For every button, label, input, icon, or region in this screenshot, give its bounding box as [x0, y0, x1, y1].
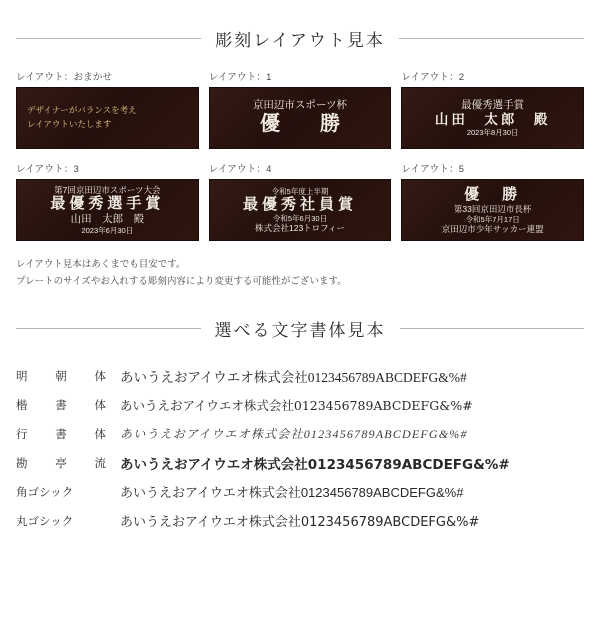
- layout-sample-grid: [16, 69, 584, 241]
- plate-text-line: 株式会社123トロフィー: [254, 223, 345, 234]
- font-name-char: 行: [16, 428, 28, 441]
- plate-text-line: 最優秀社員賞: [242, 195, 357, 213]
- layout-sample-cell: [16, 69, 199, 149]
- font-name-char: 書: [55, 428, 67, 441]
- font-section-header: [16, 316, 584, 341]
- font-name-char: 体: [94, 428, 106, 441]
- engraving-plate-preview: [401, 87, 584, 149]
- font-sample-row: [16, 390, 584, 419]
- layout-sample-cell: [209, 161, 392, 241]
- plate-text-line: 山田 太郎 殿: [434, 111, 551, 127]
- font-sample-text: あいうえおアイウエオ株式会社0123456789ABCDEFG&%#: [120, 369, 467, 385]
- font-name-char: 朝: [55, 370, 67, 383]
- note-line: プレートのサイズやお入れする彫刻内容により変更する可能性がございます。: [16, 275, 347, 287]
- plate-text-line: 令和5年6月30日: [272, 213, 328, 223]
- font-sample-row: [16, 477, 584, 506]
- plate-text-line: 京田辺市スポーツ杯: [252, 99, 348, 112]
- layout-sample-cell: [16, 161, 199, 241]
- plate-text-line: 令和5年7月17日: [465, 214, 520, 224]
- header-rule-right: [400, 328, 585, 329]
- engraving-plate-preview: [209, 87, 392, 149]
- layout-sample-label: レイアウト：おまかせ: [16, 72, 113, 83]
- font-name-char: 体: [94, 399, 106, 412]
- plate-text-line: 第33回京田辺市長杯: [453, 204, 532, 215]
- plate-text-line: 優 勝: [259, 113, 350, 136]
- plate-text-line: 山田 太郎 殿: [70, 213, 145, 226]
- layout-sample-cell: [209, 69, 392, 149]
- font-name-char: 流: [94, 457, 106, 470]
- font-name-label: [16, 455, 120, 471]
- font-sample-text: あいうえおアイウエオ株式会社0123456789ABCDEFG&%#: [120, 427, 468, 442]
- plate-text-line: 2023年8月30日: [466, 128, 519, 138]
- plate-text-line: デザイナーがバランスを考え: [27, 105, 137, 116]
- font-name-label: [16, 513, 120, 529]
- plate-text-line: 京田辺市少年サッカー連盟: [441, 223, 544, 234]
- note-line: レイアウト見本はあくまでも目安です。: [16, 259, 186, 270]
- font-name-char: 明: [16, 370, 28, 383]
- font-sample-row: [16, 419, 584, 448]
- font-sample-row: [16, 506, 584, 535]
- font-name-char: 書: [55, 399, 67, 412]
- font-name-label: [16, 397, 120, 413]
- layout-sample-cell: [401, 161, 584, 241]
- layout-sample-label: レイアウト：3: [16, 164, 79, 175]
- font-sample-text: あいうえおアイウエオ株式会社0123456789ABCDEFG&%#: [120, 515, 480, 531]
- layout-section-header: [16, 26, 584, 51]
- header-rule-left: [16, 38, 201, 39]
- engraving-plate-preview: [16, 87, 199, 149]
- plate-text-line: 令和5年度上半期: [271, 186, 329, 196]
- font-name-char: 体: [94, 370, 106, 383]
- font-sample-table: [16, 361, 584, 535]
- font-section-title: 選べる文字書体見本: [214, 321, 386, 341]
- header-rule-right: [399, 38, 584, 39]
- layout-sample-label: レイアウト：2: [401, 72, 465, 83]
- engraving-plate-preview: [401, 179, 584, 241]
- engraving-plate-preview: [209, 179, 392, 241]
- layout-sample-cell: [401, 69, 584, 149]
- header-rule-left: [16, 328, 201, 329]
- font-name-char: 勘: [16, 457, 28, 470]
- layout-sample-label: レイアウト：5: [401, 164, 465, 175]
- plate-text-line: 優 勝: [464, 185, 522, 203]
- font-sample-row: [16, 448, 584, 477]
- font-sample-text: あいうえおアイウエオ株式会社0123456789ABCDEFG&%#: [120, 456, 510, 473]
- font-name-label: [16, 368, 120, 384]
- font-name-char: 亭: [55, 457, 67, 470]
- plate-text-line: 2023年6月30日: [81, 226, 134, 236]
- layout-sample-label: レイアウト：1: [208, 72, 272, 83]
- font-name-label: [16, 484, 120, 500]
- plate-text-line: 最優秀選手賞: [461, 98, 525, 111]
- font-sample-text: あいうえおアイウエオ株式会社0123456789ABCDEFG&%#: [120, 397, 473, 413]
- plate-text-line: レイアウトいたします: [27, 119, 112, 129]
- layout-notes: [16, 257, 584, 290]
- font-name-char: 楷: [16, 399, 28, 412]
- font-name-char: 角ゴシック: [16, 486, 74, 499]
- font-sample-row: [16, 361, 584, 390]
- layout-sample-label: レイアウト：4: [208, 164, 272, 175]
- plate-text-line: 最優秀選手賞: [50, 195, 165, 213]
- font-name-label: [16, 426, 120, 442]
- engraving-layout-document: [0, 26, 600, 626]
- plate-text-line: 第7回京田辺市スポーツ大会: [54, 184, 161, 195]
- engraving-plate-preview: [16, 179, 199, 241]
- font-name-char: 丸ゴシック: [16, 515, 74, 528]
- font-sample-text: あいうえおアイウエオ株式会社0123456789ABCDEFG&%#: [120, 485, 464, 501]
- layout-section-title: 彫刻レイアウト見本: [215, 31, 385, 50]
